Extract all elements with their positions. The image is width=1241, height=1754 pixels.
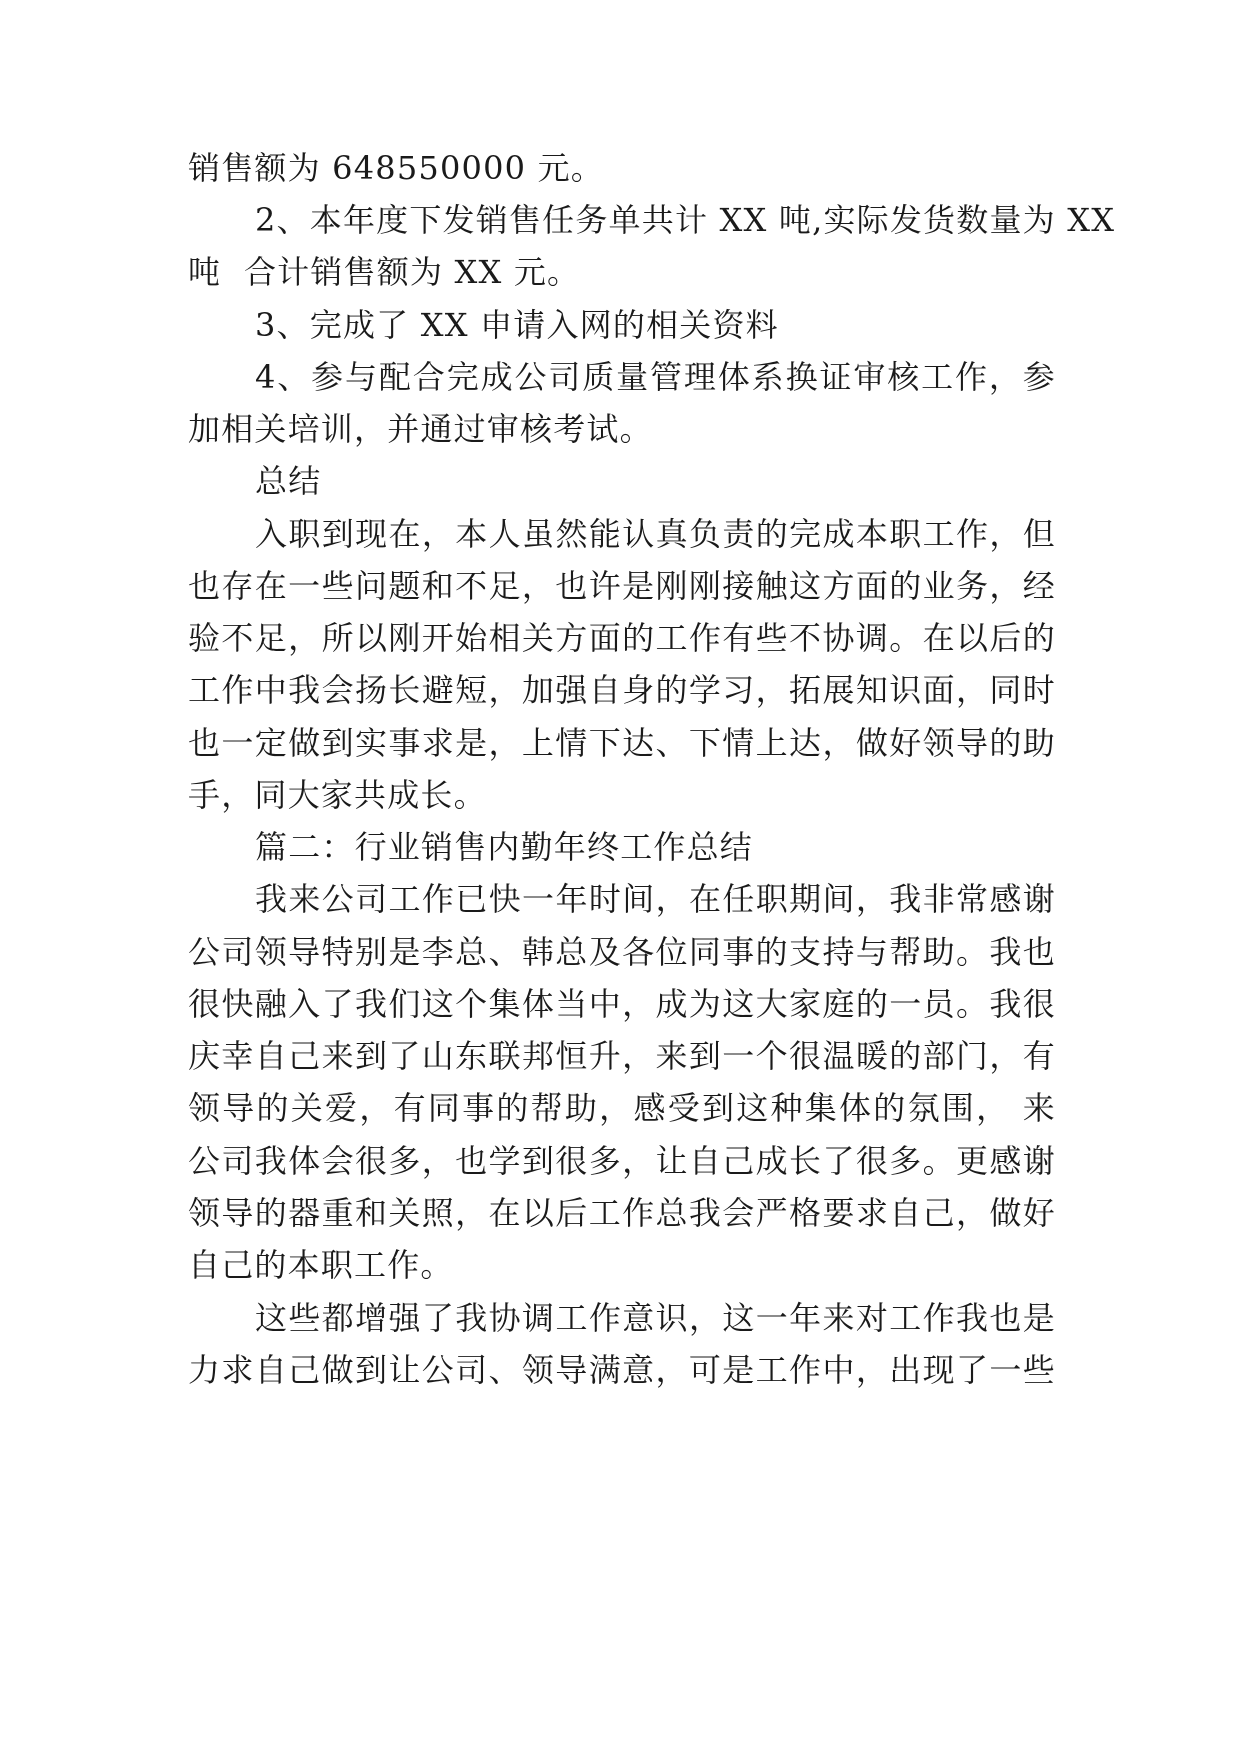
text-line: 4、参与配合完成公司质量管理体系换证审核工作，参 [255,358,1056,396]
section-heading: 篇二：行业销售内勤年终工作总结 [255,828,754,866]
text-line: 加相关培训，并通过审核考试。 [188,410,653,448]
text-line: 自己的本职工作。 [188,1246,454,1284]
text-line: 领导的器重和关照，在以后工作总我会严格要求自己，做好 [188,1194,1056,1232]
text-line: 3、完成了 XX 申请入网的相关资料 [255,306,779,344]
text-line: 验不足，所以刚开始相关方面的工作有些不协调。在以后的 [188,619,1056,657]
text-line: 销售额为 648550000 元。 [188,149,604,187]
text-line: 力求自己做到让公司、领导满意，可是工作中，出现了一些 [188,1351,1056,1389]
text-line: 领导的关爱，有同事的帮助，感受到这种集体的氛围， 来 [188,1089,1056,1127]
text-line: 这些都增强了我协调工作意识，这一年来对工作我也是 [255,1299,1056,1337]
text-line: 2、本年度下发销售任务单共计 XX 吨,实际发货数量为 XX [255,201,1116,239]
text-line: 很快融入了我们这个集体当中，成为这大家庭的一员。我很 [188,985,1056,1023]
text-line: 吨 合计销售额为 XX 元。 [188,253,581,291]
text-line: 也一定做到实事求是，上情下达、下情上达，做好领导的助 [188,724,1056,762]
section-heading: 总结 [255,462,322,500]
text-line: 也存在一些问题和不足，也许是刚刚接触这方面的业务，经 [188,567,1056,605]
text-line: 工作中我会扬长避短，加强自身的学习，拓展知识面，同时 [188,671,1056,709]
text-line: 公司我体会很多，也学到很多，让自己成长了很多。更感谢 [188,1142,1056,1180]
text-line: 庆幸自己来到了山东联邦恒升，来到一个很温暖的部门，有 [188,1037,1056,1075]
text-line: 手，同大家共成长。 [188,776,487,814]
text-line: 公司领导特别是李总、韩总及各位同事的支持与帮助。我也 [188,933,1056,971]
text-line: 入职到现在，本人虽然能认真负责的完成本职工作，但 [255,515,1056,553]
text-line: 我来公司工作已快一年时间，在任职期间，我非常感谢 [255,880,1056,918]
